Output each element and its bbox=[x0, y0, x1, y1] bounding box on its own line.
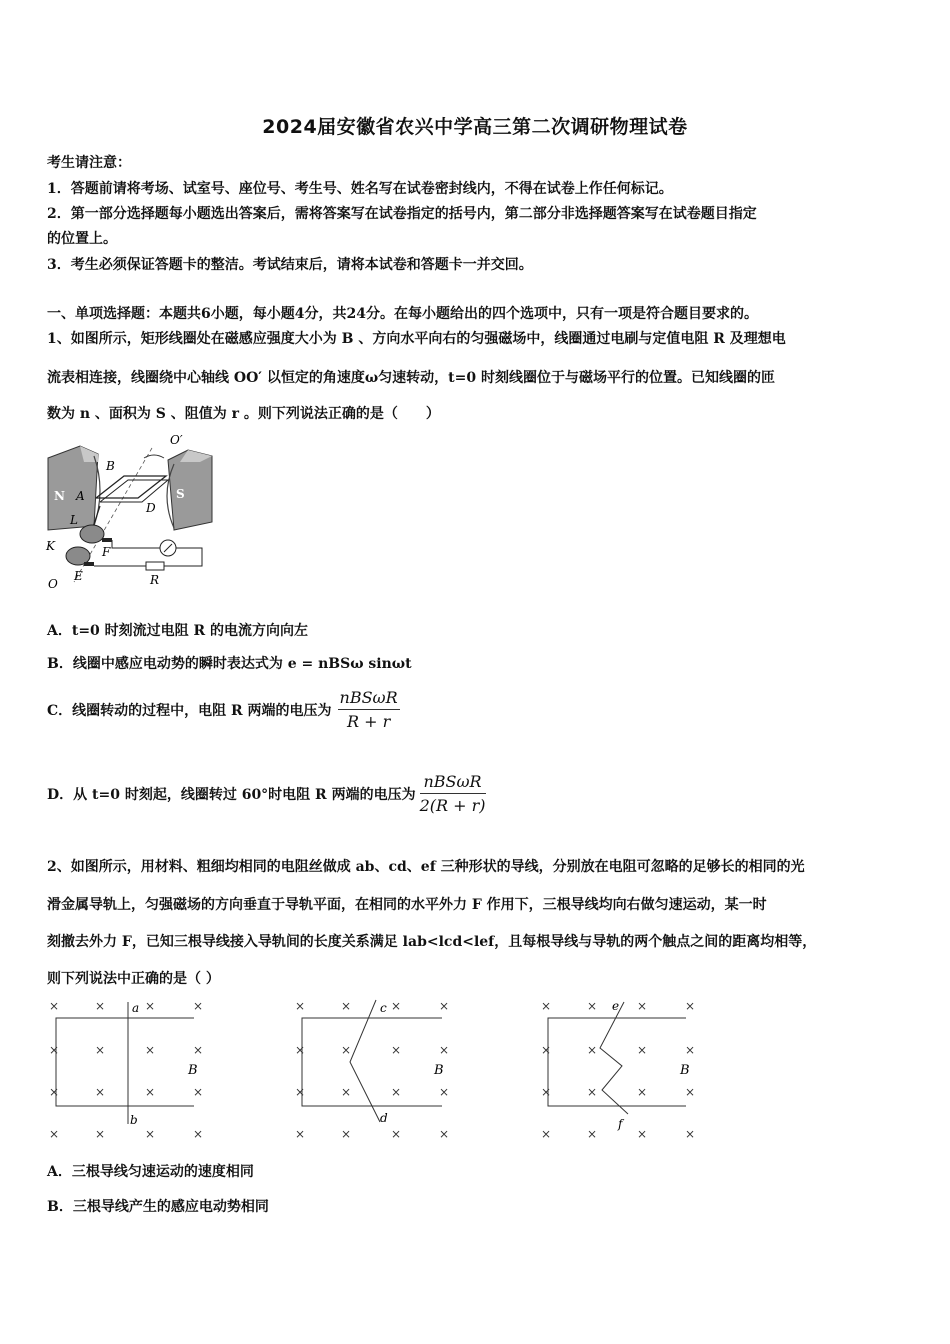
resistor-r bbox=[146, 562, 164, 570]
magnetic-field-crosses bbox=[49, 999, 695, 1141]
field-cross: × bbox=[540, 1085, 552, 1099]
notice-item-2: 2．第一部分选择题每小题选出答案后，需将答案写在试卷指定的括号内，第二部分非选择题答案写在试卷题目指定 bbox=[47, 206, 757, 222]
field-cross: × bbox=[438, 1085, 450, 1099]
section-heading: 一、单项选择题：本题共6小题，每小题4分，共24分。在每小题给出的四个选项中，只有一项是符合题目要求的。 bbox=[47, 306, 758, 322]
field-cross: × bbox=[294, 1085, 306, 1099]
q1-option-c-denominator: R + r bbox=[346, 712, 391, 731]
coil-loop-inner bbox=[100, 480, 168, 502]
q1-option-c-numerator: nBSωR bbox=[338, 688, 400, 710]
field-cross: × bbox=[340, 999, 352, 1013]
field-cross: × bbox=[586, 999, 598, 1013]
q1-generator-figure bbox=[40, 432, 220, 592]
label-l: L bbox=[70, 513, 78, 527]
coil-loop bbox=[96, 476, 166, 498]
field-cross: × bbox=[540, 1043, 552, 1057]
q1-option-b: B．线圈中感应电动势的瞬时表达式为 e = nBSω sinωt bbox=[47, 656, 412, 672]
field-cross: × bbox=[540, 1127, 552, 1141]
notice-item-2-cont: 的位置上。 bbox=[47, 231, 117, 247]
label-o-prime: O′ bbox=[170, 433, 183, 447]
field-cross: × bbox=[438, 1127, 450, 1141]
q1-option-c-fraction bbox=[338, 688, 400, 731]
field-cross: × bbox=[192, 999, 204, 1013]
wire-ef bbox=[600, 1002, 628, 1114]
label-b: B bbox=[106, 459, 115, 473]
field-cross: × bbox=[48, 1127, 60, 1141]
field-cross: × bbox=[438, 1043, 450, 1057]
field-cross: × bbox=[586, 1085, 598, 1099]
q1-option-c: C．线圈转动的过程中，电阻 R 两端的电压为 bbox=[47, 702, 332, 719]
notice-heading: 考生请注意： bbox=[47, 155, 131, 171]
label-field-b-2: B bbox=[434, 1063, 444, 1078]
slip-ring-upper bbox=[80, 525, 104, 543]
label-r: R bbox=[150, 573, 160, 587]
label-b: b bbox=[130, 1113, 138, 1127]
q1-line-1: 1、如图所示，矩形线圈处在磁感应强度大小为 B 、方向水平向右的匀强磁场中，线圈通过电刷与定值电阻 R 及理想电 bbox=[47, 331, 786, 347]
field-cross: × bbox=[340, 1043, 352, 1057]
field-cross: × bbox=[94, 1085, 106, 1099]
label-field-b-3: B bbox=[680, 1063, 690, 1078]
field-cross: × bbox=[586, 1043, 598, 1057]
field-cross: × bbox=[144, 1085, 156, 1099]
notice-item-3: 3．考生必须保证答题卡的整洁。考试结束后，请将本试卷和答题卡一并交回。 bbox=[47, 257, 533, 273]
field-cross: × bbox=[294, 1127, 306, 1141]
q1-line-2: 流表相连接，线圈绕中心轴线 OO′ 以恒定的角速度ω匀速转动，t=0 时刻线圈位于与磁场平行的位置。已知线圈的匝 bbox=[47, 370, 775, 386]
field-cross: × bbox=[340, 1127, 352, 1141]
field-cross: × bbox=[636, 999, 648, 1013]
rotation-arrow bbox=[144, 455, 164, 458]
label-e: e bbox=[612, 999, 620, 1013]
q1-option-d: D．从 t=0 时刻起，线圈转过 60°时电阻 R 两端的电压为 bbox=[47, 786, 416, 803]
field-cross: × bbox=[94, 999, 106, 1013]
label-n: N bbox=[54, 489, 65, 503]
field-cross: × bbox=[48, 1085, 60, 1099]
q1-option-d-fraction bbox=[420, 772, 486, 815]
q2-rail-figures bbox=[44, 996, 714, 1146]
field-cross: × bbox=[636, 1127, 648, 1141]
field-cross: × bbox=[684, 1043, 696, 1057]
field-cross: × bbox=[294, 999, 306, 1013]
rail-frame-1 bbox=[56, 1018, 194, 1106]
q1-option-d-denominator: 2(R + r) bbox=[419, 796, 486, 815]
field-cross: × bbox=[390, 1085, 402, 1099]
q1-option-d-row bbox=[47, 772, 486, 815]
circuit-wire-top bbox=[112, 540, 160, 548]
q1-option-c-row bbox=[47, 688, 400, 731]
field-cross: × bbox=[390, 1043, 402, 1057]
field-cross: × bbox=[48, 1043, 60, 1057]
q2-line-4: 则下列说法中正确的是（ ） bbox=[47, 971, 220, 987]
label-f: f bbox=[618, 1117, 623, 1131]
q1-line-3: 数为 n 、面积为 S 、阻值为 r 。则下列说法正确的是（ ） bbox=[47, 406, 440, 422]
field-cross: × bbox=[144, 1127, 156, 1141]
q2-option-a: A．三根导线匀速运动的速度相同 bbox=[47, 1164, 254, 1180]
notice-item-1: 1．答题前请将考场、试室号、座位号、考生号、姓名写在试卷密封线内，不得在试卷上作任何标记。 bbox=[47, 181, 673, 197]
page-title: 2024届安徽省农兴中学高三第二次调研物理试卷 bbox=[262, 116, 688, 138]
label-d: D bbox=[146, 501, 156, 515]
q2-line-3: 刻撤去外力 F，已知三根导线接入导轨间的长度关系满足 lab<lcd<lef，且每根导线与导轨的两个触点之间的距离均相等， bbox=[47, 934, 817, 950]
field-cross: × bbox=[586, 1127, 598, 1141]
q2-line-2: 滑金属导轨上，匀强磁场的方向垂直于导轨平面，在相同的水平外力 F 作用下，三根导线均向右做匀速运动，某一时 bbox=[47, 897, 767, 913]
q1-option-a: A．t=0 时刻流过电阻 R 的电流方向向左 bbox=[47, 623, 309, 639]
label-o: O bbox=[48, 577, 58, 591]
field-cross: × bbox=[48, 999, 60, 1013]
field-cross: × bbox=[438, 999, 450, 1013]
field-cross: × bbox=[684, 1085, 696, 1099]
label-e: E bbox=[74, 569, 83, 583]
field-cross: × bbox=[340, 1085, 352, 1099]
brush-f bbox=[102, 538, 112, 542]
field-cross: × bbox=[540, 999, 552, 1013]
field-cross: × bbox=[94, 1043, 106, 1057]
label-s: S bbox=[176, 487, 185, 501]
label-a: A bbox=[76, 489, 85, 503]
label-field-b-1: B bbox=[188, 1063, 198, 1078]
rail-frame-2 bbox=[302, 1018, 442, 1106]
field-cross: × bbox=[636, 1085, 648, 1099]
field-cross: × bbox=[636, 1043, 648, 1057]
brush-e bbox=[84, 562, 94, 566]
field-cross: × bbox=[390, 1127, 402, 1141]
q2-option-b: B．三根导线产生的感应电动势相同 bbox=[47, 1199, 269, 1215]
label-d: d bbox=[380, 1111, 388, 1125]
field-cross: × bbox=[192, 1085, 204, 1099]
field-cross: × bbox=[144, 999, 156, 1013]
field-cross: × bbox=[390, 999, 402, 1013]
label-k: K bbox=[46, 539, 55, 553]
q2-line-1: 2、如图所示，用材料、粗细均相同的电阻丝做成 ab、cd、ef 三种形状的导线，分别放在电阻可忽略的足够长的相同的光 bbox=[47, 859, 805, 875]
field-cross: × bbox=[192, 1127, 204, 1141]
field-cross: × bbox=[192, 1043, 204, 1057]
field-cross: × bbox=[144, 1043, 156, 1057]
q1-option-d-numerator: nBSωR bbox=[420, 772, 486, 794]
field-cross: × bbox=[94, 1127, 106, 1141]
field-cross: × bbox=[294, 1043, 306, 1057]
field-cross: × bbox=[684, 999, 696, 1013]
label-c: c bbox=[380, 1001, 387, 1015]
label-a: a bbox=[132, 1001, 140, 1015]
label-f: F bbox=[102, 545, 111, 559]
field-cross: × bbox=[684, 1127, 696, 1141]
